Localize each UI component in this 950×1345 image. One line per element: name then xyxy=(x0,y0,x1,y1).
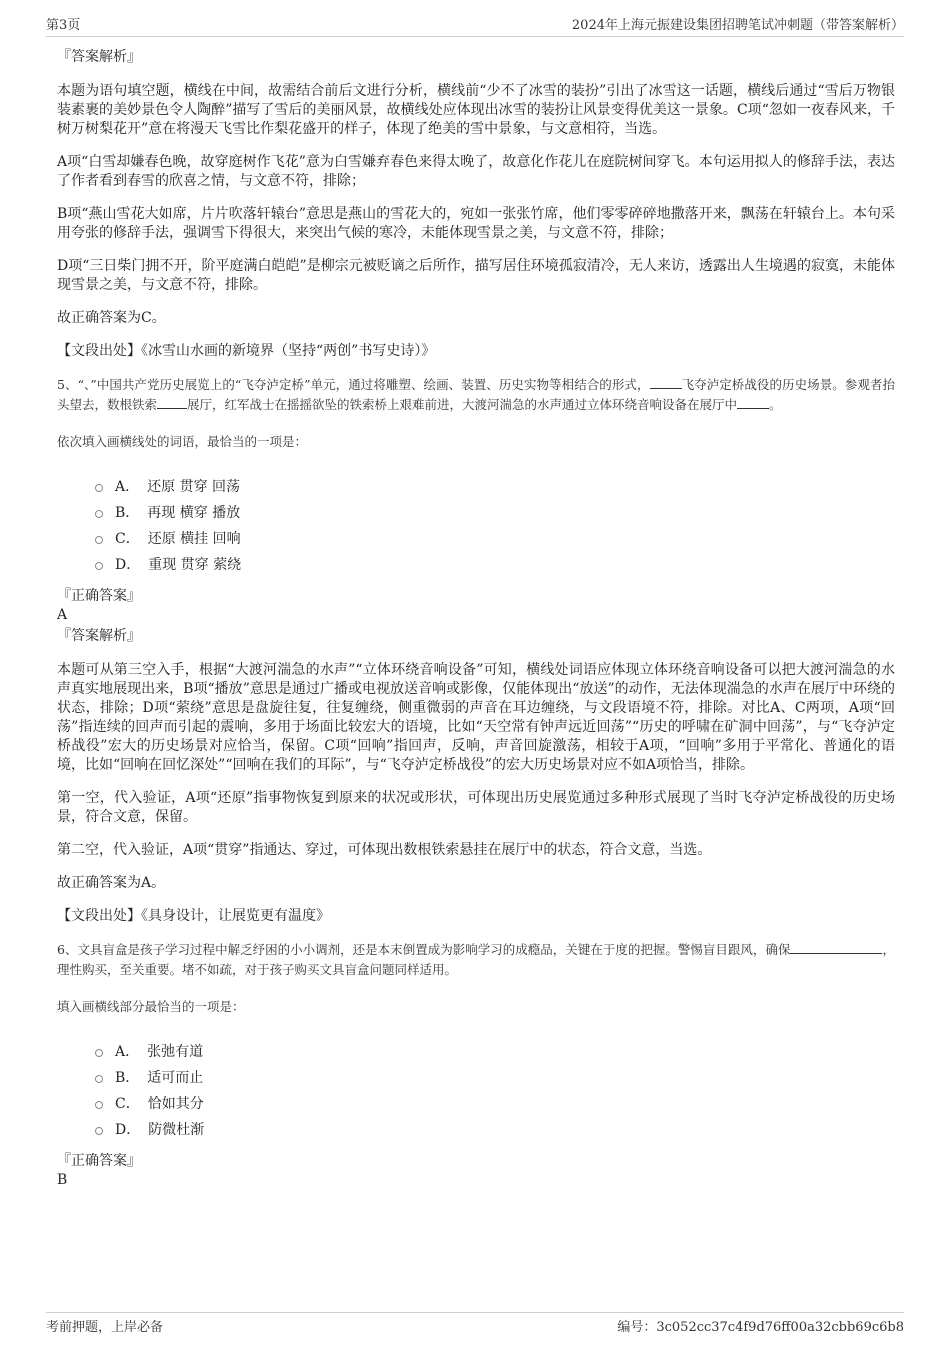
q4-source: 【文段出处】《冰雪山水画的新境界（坚持“两创”书写史诗）》 xyxy=(57,343,436,359)
q6-answer: B xyxy=(57,1172,68,1188)
fill-blank xyxy=(157,396,187,409)
radio-icon[interactable] xyxy=(95,562,103,570)
q6-option-c[interactable]: C． 恰如其分 xyxy=(95,1090,895,1116)
page-number: 第3页 xyxy=(46,18,81,33)
q6-options xyxy=(95,1038,895,1142)
q4-analysis-paragraph: B项“燕山雪花大如席，片片吹落轩辕台”意思是燕山的雪花大的，宛如一张张竹席，他们零零碎碎地撒落开来，飘荡在轩辕台上。本句采用夸张的修辞手法，强调雪下得很大，来突出气候的寒冷，未能体现雪景之美，与文意不符，排除； xyxy=(57,206,895,241)
fill-blank xyxy=(790,941,882,954)
q5-analysis-paragraph: 第一空，代入验证，A项“还原”指事物恢复到原来的状况或形状，可体现出历史展览通过多种形式展现了当时飞夺泸定桥战役的历史场景，符合文意，保留。 xyxy=(57,790,895,825)
q6-option-a[interactable]: A． 张弛有道 xyxy=(95,1038,895,1064)
q6-prompt: 填入画横线部分最恰当的一项是： xyxy=(57,999,245,1014)
q6-answer-label: 『正确答案』 xyxy=(57,1153,141,1169)
q6-option-b[interactable]: B． 适可而止 xyxy=(95,1064,895,1090)
q5-options xyxy=(95,473,895,577)
q6-option-d[interactable]: D． 防微杜渐 xyxy=(95,1116,895,1142)
radio-icon[interactable] xyxy=(95,484,103,492)
q5-option-b[interactable]: B． 再现 横穿 播放 xyxy=(95,499,895,525)
q4-analysis-paragraph: A项“白雪却嫌春色晚，故穿庭树作飞花”意为白雪嫌弃春色来得太晚了，故意化作花儿在庭院树间穿飞。本句运用拟人的修辞手法，表达了作者看到春雪的欣喜之情，与文意不符，排除； xyxy=(57,154,895,189)
page-content xyxy=(57,48,895,1192)
fill-blank xyxy=(650,376,682,389)
radio-icon[interactable] xyxy=(95,536,103,544)
q5-option-a[interactable]: A． 还原 贯穿 回荡 xyxy=(95,473,895,499)
q5-option-c[interactable]: C． 还原 横挂 回响 xyxy=(95,525,895,551)
q5-question-text: 5、“、”中国共产党历史展览上的“飞夺泸定桥”单元，通过将雕塑、绘画、装置、历史实物等相结合的形式， 飞夺泸定桥战役的历史场景。参观者抬头望去，数根铁索 展厅，红军战士在摇摇欲坠的铁索桥上艰难前进，大渡河湍急的水声通过立体环绕音响设备在展厅中 。 xyxy=(57,377,895,412)
q5-prompt: 依次填入画横线处的词语，最恰当的一项是： xyxy=(57,434,308,449)
radio-icon[interactable] xyxy=(95,1075,103,1083)
q6-question-text: 6、文具盲盒是孩子学习过程中解乏纾困的小小调剂，还是本末倒置成为影响学习的成瘾品，关键在于度的把握。警惕盲目跟风，确保 ，理性购买，至关重要。堵不如疏，对于孩子购买文具盲盒问题同样适用。 xyxy=(57,942,895,977)
q5-answer: A xyxy=(57,607,68,623)
page-footer xyxy=(46,1312,904,1335)
q5-answer-label: 『正确答案』 xyxy=(57,588,141,604)
q5-analysis-paragraph: 第二空，代入验证，A项“贯穿”指通达、穿过，可体现出数根铁索悬挂在展厅中的状态，符合文意，当选。 xyxy=(57,842,712,858)
document-title: 2024年上海元振建设集团招聘笔试冲刺题（带答案解析） xyxy=(571,18,904,33)
q5-source: 【文段出处】《具身设计，让展览更有温度》 xyxy=(57,908,330,924)
q5-analysis-paragraph: 本题可从第三空入手，根据“大渡河湍急的水声”“立体环绕音响设备”可知，横线处词语应体现立体环绕音响设备可以把大渡河湍急的水声真实地展现出来，B项“播放”意思是通过广播或电视放送音响或影像，仅能体现出“放送”的动作，无法体现湍急的水声在展厅中环绕的状态，排除；D项“萦绕”意思是盘旋往复，往复缠绕，侧重微弱的声音在耳边缠绕，与文段语境不符，排除。对比A、C两项，A项“回荡”指连续的回声而引起的震响，多用于场面比较宏大的语境，比如“天空常有钟声远近回荡”“历史的呼啸在矿洞中回荡”，与“飞夺泸定桥战役”宏大的历史场景对应恰当，保留。C项“回响”指回声，反响，声音回旋激荡，相较于A项，“回响”多用于平常化、普通化的语境，比如“回响在回忆深处”“回响在我们的耳际”，与“飞夺泸定桥战役”的宏大历史场景对应不如A项恰当，排除。 xyxy=(57,662,895,773)
radio-icon[interactable] xyxy=(95,1101,103,1109)
q4-analysis-label: 『答案解析』 xyxy=(57,49,141,65)
q4-analysis-paragraph: D项“三日柴门拥不开，阶平庭满白皑皑”是柳宗元被贬谪之后所作，描写居住环境孤寂清冷，无人来访，透露出人生境遇的寂寞，未能体现雪景之美，与文意不符，排除。 xyxy=(57,258,895,293)
q4-conclusion: 故正确答案为C。 xyxy=(57,310,166,326)
q5-analysis-label: 『答案解析』 xyxy=(57,628,141,644)
radio-icon[interactable] xyxy=(95,1127,103,1135)
q5-conclusion: 故正确答案为A。 xyxy=(57,875,166,891)
document-serial: 编号：3c052cc37c4f9d76ff00a32cbb69c6b8 xyxy=(617,1320,904,1335)
page-header xyxy=(46,14,904,37)
radio-icon[interactable] xyxy=(95,1049,103,1057)
fill-blank xyxy=(737,396,769,409)
footer-slogan: 考前押题，上岸必备 xyxy=(46,1320,164,1335)
q5-option-d[interactable]: D． 重现 贯穿 萦绕 xyxy=(95,551,895,577)
radio-icon[interactable] xyxy=(95,510,103,518)
q4-analysis-paragraph: 本题为语句填空题，横线在中间，故需结合前后文进行分析，横线前“少不了冰雪的装扮”引出了冰雪这一话题，横线后通过“雪后万物银装素裹的美妙景色令人陶醉”描写了雪后的美丽风景，故横线处应体现出冰雪的装扮让风景变得优美这一景象。C项“忽如一夜春风来，千树万树梨花开”意在将漫天飞雪比作梨花盛开的样子，体现了绝美的雪中景象，与文意相符，当选。 xyxy=(57,83,895,137)
